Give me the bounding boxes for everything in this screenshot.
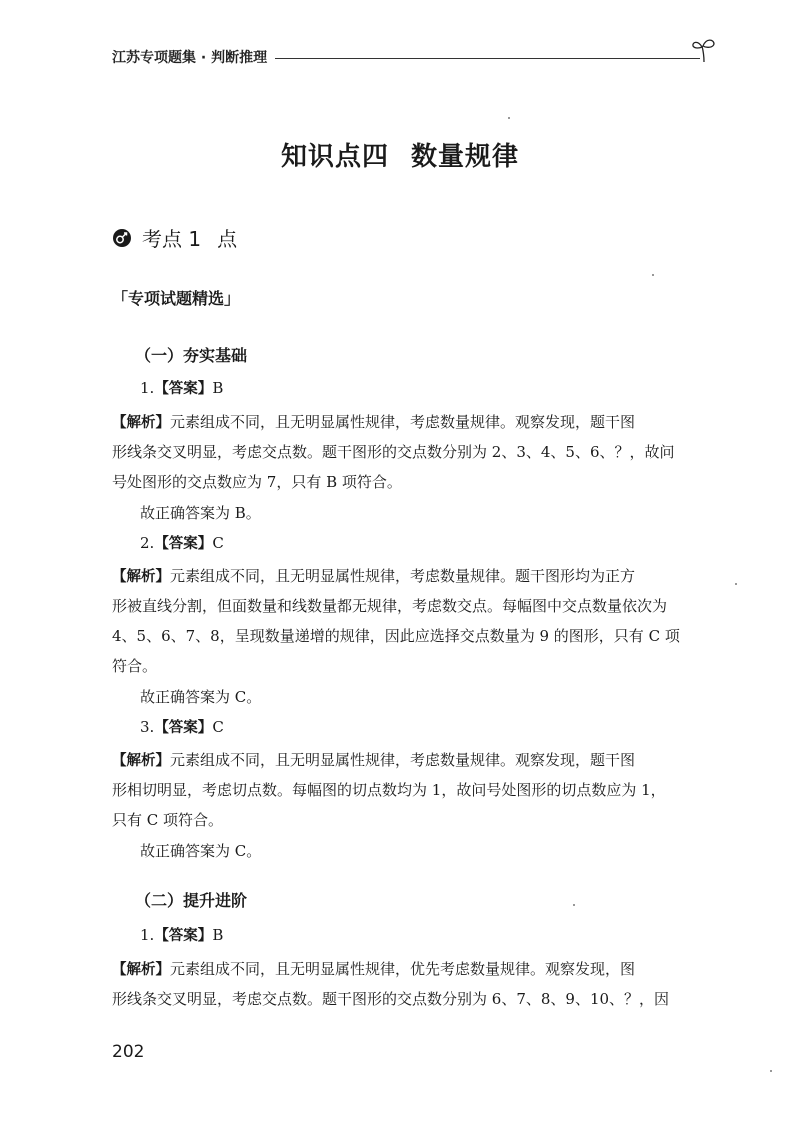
conclusion-line: 故正确答案为 B。 <box>140 504 261 522</box>
section-heading <box>112 223 237 252</box>
chapter-title-part1: 知识点四 <box>280 142 389 172</box>
analysis-line: 形相切明显，考虑切点数。每幅图的切点数均为 1，故问号处图形的切点数应为 1， <box>112 781 666 799</box>
answer-line: 3.【答案】C <box>140 718 224 736</box>
scan-speck <box>573 904 575 906</box>
subsection-heading: （二）提升进阶 <box>135 891 248 910</box>
scan-speck <box>770 1070 772 1072</box>
section-heading-part1: 考点 1 <box>142 227 202 251</box>
running-header-title: 江苏专项题集 · 判断推理 <box>112 50 268 66</box>
analysis-line: 只有 C 项符合。 <box>112 811 224 829</box>
conclusion-line: 故正确答案为 C。 <box>140 688 262 706</box>
conclusion-line: 故正确答案为 C。 <box>140 842 262 860</box>
page-number: 202 <box>112 1042 145 1062</box>
answer-line: 2.【答案】C <box>140 534 224 552</box>
answer-line: 1.【答案】B <box>140 926 224 944</box>
sprout-icon <box>690 36 718 64</box>
analysis-line: 【解析】元素组成不同，且无明显属性规律，考虑数量规律。观察发现，题干图 <box>112 751 636 769</box>
subsection-heading: （一）夯实基础 <box>135 346 248 365</box>
analysis-line: 形被直线分割，但面数量和线数量都无规律，考虑数交点。每幅图中交点数量依次为 <box>112 597 668 615</box>
chapter-title-part2: 数量规律 <box>411 142 520 172</box>
analysis-line: 【解析】元素组成不同，且无明显属性规律，考虑数量规律。题干图形均为正方 <box>112 567 636 585</box>
analysis-line: 形线条交叉明显，考虑交点数。题干图形的交点数分别为 6、7、8、9、10、？，因 <box>112 990 670 1008</box>
chapter-title <box>0 136 800 173</box>
section-heading-part2: 点 <box>217 227 238 251</box>
analysis-line: 【解析】元素组成不同，且无明显属性规律，优先考虑数量规律。观察发现，图 <box>112 960 636 978</box>
analysis-line: 【解析】元素组成不同，且无明显属性规律，考虑数量规律。观察发现，题干图 <box>112 413 636 431</box>
header-rule <box>275 58 700 59</box>
bracket-heading: 「专项试题精选」 <box>112 289 241 308</box>
answer-line: 1.【答案】B <box>140 379 224 397</box>
scan-speck <box>508 117 510 119</box>
analysis-line: 号处图形的交点数应为 7，只有 B 项符合。 <box>112 473 402 491</box>
analysis-line: 符合。 <box>112 657 158 675</box>
analysis-line: 4、5、6、7、8，呈现数量递增的规律，因此应选择交点数量为 9 的图形，只有 C 项 <box>112 627 680 645</box>
scan-speck <box>652 274 654 276</box>
scan-speck <box>735 583 737 585</box>
section-bullet-icon <box>112 228 132 248</box>
analysis-line: 形线条交叉明显，考虑交点数。题干图形的交点数分别为 2、3、4、5、6、？，故问 <box>112 443 675 461</box>
